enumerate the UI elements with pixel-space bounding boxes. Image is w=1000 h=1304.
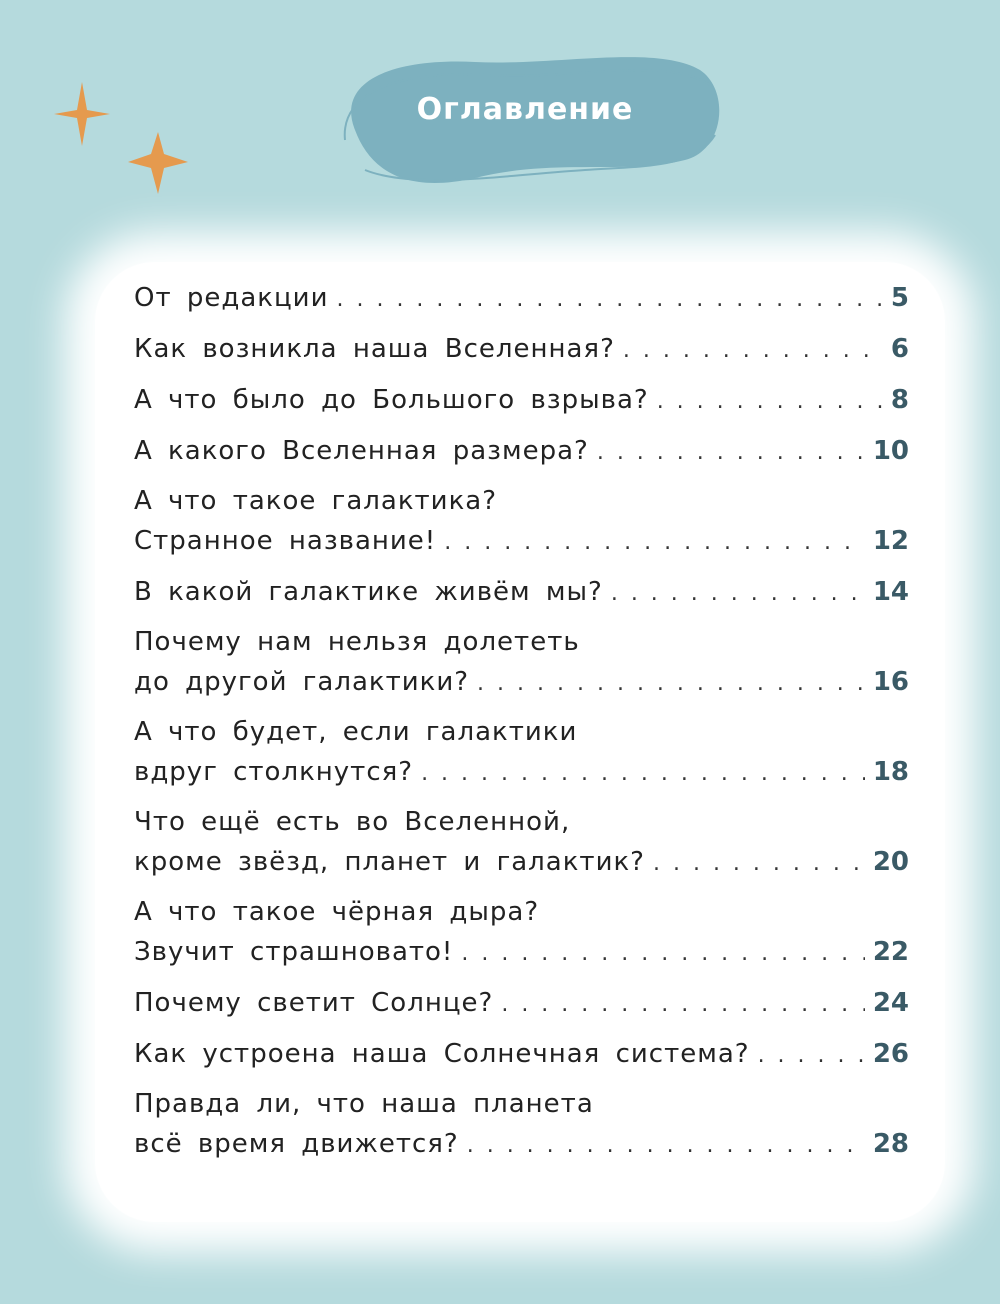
toc-entry-title-line1: Что ещё есть во Вселенной, xyxy=(134,807,571,837)
dot-leader xyxy=(653,844,865,884)
toc-page-number: 20 xyxy=(872,847,909,877)
toc-entry-title: Почему светит Солнце? xyxy=(134,988,494,1018)
toc-page-number: 16 xyxy=(872,667,909,697)
toc-entry[interactable] xyxy=(134,713,909,792)
toc-entry[interactable] xyxy=(134,1034,909,1074)
toc-entry[interactable] xyxy=(134,893,909,972)
toc-entry-title-line1: А что такое чёрная дыра? xyxy=(134,897,540,927)
dot-leader xyxy=(597,433,865,473)
dot-leader xyxy=(336,280,882,320)
toc-entry[interactable] xyxy=(134,983,909,1023)
star-icon xyxy=(128,132,188,194)
toc-entry-title: Как возникла наша Вселенная? xyxy=(134,334,615,364)
toc-entry[interactable] xyxy=(134,431,909,471)
dot-leader xyxy=(611,574,865,614)
toc-entry-title: всё время движется? xyxy=(134,1129,459,1159)
toc-entry[interactable] xyxy=(134,803,909,882)
toc-entry-title: Как устроена наша Солнечная система? xyxy=(134,1039,750,1069)
toc-page-number: 22 xyxy=(872,937,909,967)
toc-entry[interactable] xyxy=(134,329,909,369)
toc-page-number: 26 xyxy=(872,1039,909,1069)
dot-leader xyxy=(444,523,865,563)
dot-leader xyxy=(461,934,864,974)
toc-entry-title: От редакции xyxy=(134,283,329,313)
dot-leader xyxy=(623,331,883,371)
dot-leader xyxy=(421,754,865,794)
dot-leader xyxy=(501,985,864,1025)
toc-entry-title-line1: Почему нам нельзя долететь xyxy=(134,627,580,657)
toc-entry-title: А что было до Большого взрыва? xyxy=(134,385,649,415)
star-icon xyxy=(54,82,110,146)
toc-entry-title-line1: А что будет, если галактики xyxy=(134,717,578,747)
toc-entry-title-line1: А что такое галактика? xyxy=(134,486,498,516)
toc-entry[interactable] xyxy=(134,482,909,561)
page-title: Оглавление xyxy=(416,92,634,127)
toc-entry-title: вдруг столкнутся? xyxy=(134,757,414,787)
decorative-stars xyxy=(40,70,210,210)
toc-page-number: 12 xyxy=(872,526,909,556)
toc-entry-title: В какой галактике живём мы? xyxy=(134,577,603,607)
toc-entry-title: кроме звёзд, планет и галактик? xyxy=(134,847,645,877)
toc-entry[interactable] xyxy=(134,278,909,318)
toc-page-number: 10 xyxy=(872,436,909,466)
toc-entry-title-line1: Правда ли, что наша планета xyxy=(134,1089,594,1119)
toc-page-number: 8 xyxy=(890,385,909,415)
dot-leader xyxy=(758,1036,865,1076)
toc-page-number: 28 xyxy=(872,1129,909,1159)
toc-entry[interactable] xyxy=(134,380,909,420)
toc-page-number: 5 xyxy=(890,283,909,313)
toc-page-number: 6 xyxy=(890,334,909,364)
toc-page-number: 14 xyxy=(872,577,909,607)
toc-entry-title: А какого Вселенная размера? xyxy=(134,436,589,466)
dot-leader xyxy=(467,1126,865,1166)
dot-leader xyxy=(657,382,883,422)
dot-leader xyxy=(477,664,865,704)
table-of-contents xyxy=(134,278,909,1164)
toc-entry-title: до другой галактики? xyxy=(134,667,470,697)
toc-entry[interactable] xyxy=(134,623,909,702)
toc-entry[interactable] xyxy=(134,572,909,612)
toc-page-number: 24 xyxy=(872,988,909,1018)
toc-entry[interactable] xyxy=(134,1085,909,1164)
toc-entry-title: Звучит страшновато! xyxy=(134,937,454,967)
toc-page-number: 18 xyxy=(872,757,909,787)
toc-entry-title: Странное название! xyxy=(134,526,437,556)
